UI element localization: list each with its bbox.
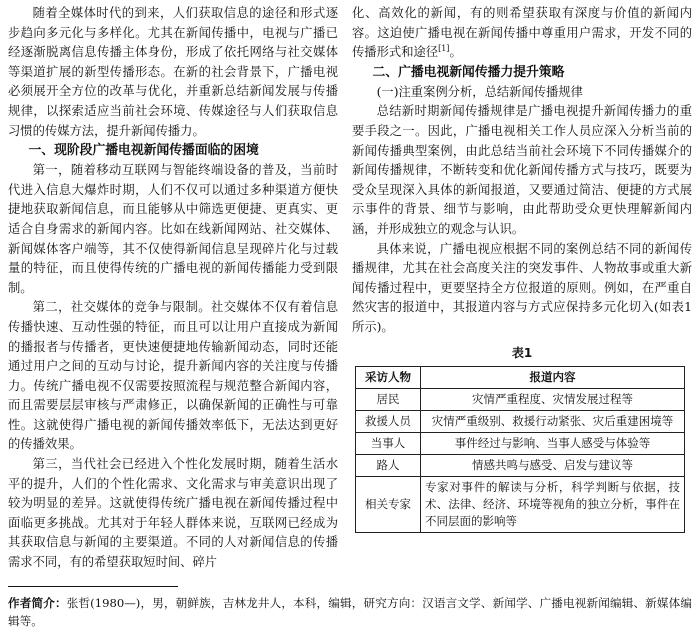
table-title: 表1: [511, 345, 533, 360]
author-footnote: [8, 594, 692, 630]
table-cell-content: 灾情严重程度、灾情发展过程等: [421, 388, 685, 410]
table-cell-content: 情感共鸣与感受、启发与建议等: [421, 454, 685, 476]
table-cell-content: 专家对事件的解读与分析，科学判断与依据，技术、法律、经济、环境等视角的独立分析，事件在不同层面的影响等: [421, 476, 685, 532]
left-column: [8, 4, 338, 573]
table-row: [356, 432, 685, 454]
intro-paragraph: 随着全媒体时代的到来，人们获取信息的途径和形式逐步趋向多元化与多样化。尤其在新闻传播中，电视与广播已经逐渐脱离信息传播主体身份，形成了依托网络与社交媒体等渠道扩展的新型传播形态。在新的社会背景下，广播电视必须展开全方位的改革与优化，并重新总结新闻发展与传播规律，以探索适应当前社会环境、传媒途径与人们获取信息习惯的传媒方法，提升新闻传播力。: [8, 6, 338, 138]
continued-text: 化、高效化的新闻，有的则希望获取有深度与价值的新闻内容。这迫使广播电视在新闻传播中尊重用户需求，开发不同的传播形式和途径: [352, 6, 692, 60]
subsection-heading-1: (一)注重案例分析，总结新闻传播规律: [376, 84, 583, 99]
table-header-role: 采访人物: [356, 366, 421, 388]
third-point-paragraph: 第三，当代社会已经进入个性化发展时期，随着生活水平的提升，人们的个性化需求、文化需求与审美意识出现了较为明显的差异。这就使得传统广播电视在新闻传播过程中面临更多挑战。尤其对于年轻人群体来说，互联网已经成为其获取信息与新闻的主要渠道。不同的人对新闻信息的传播需求不同，有的希望获取短时间、碎片: [8, 457, 338, 570]
continued-end: 。: [449, 45, 462, 60]
section-heading-2: 二、广播电视新闻传播力提升策略: [372, 64, 565, 80]
table-cell-role: 当事人: [356, 432, 421, 454]
specific-paragraph: 具体来说，广播电视应根据不同的案例总结不同的新闻传播规律，尤其在社会高度关注的突发事件、人物故事或重大新闻传播过程中，更要坚持全方位报道的原则。例如，在严重自然灾害的报道中，其报道内容与方式应保持多元化切入(如表1所示)。: [352, 241, 692, 334]
table-cell-role: 救援人员: [356, 410, 421, 432]
table-row: [356, 410, 685, 432]
table-cell-content: 灾情严重级别、救援行动紧张、灾后重建困境等: [421, 410, 685, 432]
author-footnote-label: 作者简介：: [8, 596, 67, 610]
interview-table: [355, 366, 685, 533]
table-row: [356, 388, 685, 410]
table-cell-content: 事件经过与影响、当事人感受与体验等: [421, 432, 685, 454]
first-point-paragraph: 第一，随着移动互联网与智能终端设备的普及，当前时代进入信息大爆炸时期，人们不仅可以通过多种渠道方便快捷地获取新闻信息，而且能够从中筛选更便捷、更真实、更适合自身需求的新闻内容。比如在线新闻网站、社交媒体、新闻媒体客户端等，其不仅使得新闻信息呈现碎片化与过载量的特征，而且使得传统的广播电视的新闻传播能力受到限制。: [8, 163, 338, 295]
citation-marker: [1]: [438, 44, 450, 54]
table-row: [356, 476, 685, 532]
footnote-divider: [8, 586, 178, 587]
case-analysis-paragraph: 总结新时期新闻传播规律是广播电视提升新闻传播力的重要手段之一。因此，广播电视相关工作人员应深入分析当前的新闻传播典型案例，由此总结当前社会环境下不同传播媒介的新闻传播规律，不断转变和优化新闻传播方式与技巧，既要为受众呈现深入具体的新闻报道，又要通过简洁、便捷的方式展示事件的背景、细节与影响，由此帮助受众更快理解新闻内涵，并形成独立的观念与认识。: [352, 104, 692, 236]
table-cell-role: 路人: [356, 454, 421, 476]
continued-paragraph: [352, 4, 692, 63]
second-point-paragraph: 第二，社交媒体的竞争与限制。社交媒体不仅有着信息传播快速、互动性强的特征，而且可以让用户直接成为新闻的播报者与传播者，更快速便捷地传输新闻动态，同时还能通过用户之间的互动与讨论，提升新闻内容的关注度与传播力。传统广播电视不仅需要按照流程与规范整合新闻内容，而且需要层层审核与严肃修正，以确保新闻的正确性与可靠性。这就使得广播电视的新闻传播效率低下，无法达到更好的传播效果。: [8, 300, 338, 452]
right-column: [352, 4, 692, 533]
section-heading-1: 一、现阶段广播电视新闻传播面临的困境: [28, 143, 259, 159]
author-footnote-text: 张哲(1980—)，男，朝鲜族，吉林龙井人，本科，编辑，研究方向：汉语言文学、新闻学、广播电视新闻编辑、新媒体编辑等。: [8, 596, 692, 628]
table-header-row: [356, 366, 685, 388]
table-row: [356, 454, 685, 476]
table-cell-role: 居民: [356, 388, 421, 410]
table-header-content: 报道内容: [421, 366, 685, 388]
table-cell-role: 相关专家: [356, 476, 421, 532]
